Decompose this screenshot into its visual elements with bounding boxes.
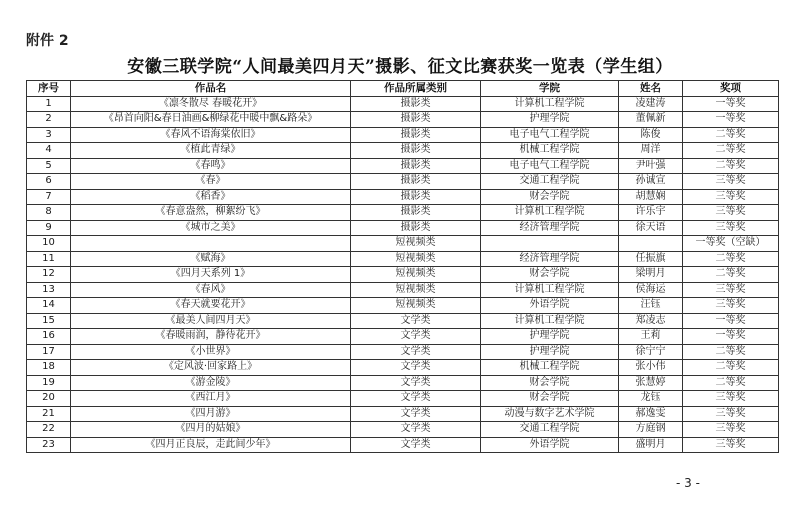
cell-seq: 8 <box>27 205 71 221</box>
cell-award: 二等奖 <box>683 344 779 360</box>
document-title: 安徽三联学院“人间最美四月天”摄影、征文比赛获奖一览表（学生组） <box>127 57 673 77</box>
cell-work: 《稻香》 <box>71 189 351 205</box>
cell-name: 徐天语 <box>619 220 683 236</box>
cell-name: 张慧婷 <box>619 375 683 391</box>
cell-college: 计算机工程学院 <box>481 96 619 112</box>
table-row <box>27 205 779 221</box>
cell-work <box>71 236 351 252</box>
cell-college: 经济管理学院 <box>481 251 619 267</box>
cell-award: 三等奖 <box>683 205 779 221</box>
cell-work: 《昂首向阳&春日油画&柳绿花中暖中飘&路朵》 <box>71 112 351 128</box>
cell-award: 一等奖 <box>683 313 779 329</box>
cell-award: 二等奖 <box>683 267 779 283</box>
cell-name: 侯海运 <box>619 282 683 298</box>
cell-category: 文学类 <box>351 375 481 391</box>
cell-name: 任振旗 <box>619 251 683 267</box>
table-row <box>27 174 779 190</box>
cell-college: 计算机工程学院 <box>481 313 619 329</box>
cell-college: 机械工程学院 <box>481 360 619 376</box>
table-row <box>27 313 779 329</box>
cell-work: 《游金陵》 <box>71 375 351 391</box>
cell-college: 财会学院 <box>481 267 619 283</box>
cell-work: 《春暖雨润，静待花开》 <box>71 329 351 345</box>
cell-work: 《城市之美》 <box>71 220 351 236</box>
cell-work: 《赋海》 <box>71 251 351 267</box>
cell-work: 《凛冬散尽 春暖花开》 <box>71 96 351 112</box>
table-row <box>27 437 779 453</box>
cell-category: 短视频类 <box>351 282 481 298</box>
table-row <box>27 360 779 376</box>
cell-name: 尹叶强 <box>619 158 683 174</box>
table-row <box>27 406 779 422</box>
cell-work: 《四月的姑娘》 <box>71 422 351 438</box>
table-row <box>27 329 779 345</box>
cell-work: 《四月游》 <box>71 406 351 422</box>
cell-name: 胡慧娴 <box>619 189 683 205</box>
cell-seq: 7 <box>27 189 71 205</box>
header-seq: 序号 <box>27 81 71 97</box>
cell-name: 董佩新 <box>619 112 683 128</box>
table-row <box>27 391 779 407</box>
cell-category: 文学类 <box>351 391 481 407</box>
cell-work: 《小世界》 <box>71 344 351 360</box>
cell-name: 汪钰 <box>619 298 683 314</box>
cell-name: 郝逸雯 <box>619 406 683 422</box>
cell-name: 许乐宇 <box>619 205 683 221</box>
table-row <box>27 220 779 236</box>
attachment-label: 附件 2 <box>26 33 69 49</box>
cell-name <box>619 236 683 252</box>
cell-college: 护理学院 <box>481 112 619 128</box>
header-college: 学院 <box>481 81 619 97</box>
cell-college: 经济管理学院 <box>481 220 619 236</box>
cell-name: 郑凌志 <box>619 313 683 329</box>
cell-seq: 11 <box>27 251 71 267</box>
cell-category: 摄影类 <box>351 189 481 205</box>
table-row <box>27 298 779 314</box>
cell-work: 《春鸣》 <box>71 158 351 174</box>
cell-name: 陈俊 <box>619 127 683 143</box>
header-category: 作品所属类别 <box>351 81 481 97</box>
cell-seq: 10 <box>27 236 71 252</box>
cell-category: 文学类 <box>351 313 481 329</box>
cell-work: 《春》 <box>71 174 351 190</box>
table-row <box>27 127 779 143</box>
cell-seq: 18 <box>27 360 71 376</box>
table-row <box>27 189 779 205</box>
cell-seq: 6 <box>27 174 71 190</box>
cell-work: 《春天就要花开》 <box>71 298 351 314</box>
cell-name: 盛明月 <box>619 437 683 453</box>
table-row <box>27 96 779 112</box>
table-header-row <box>27 81 779 97</box>
cell-award: 三等奖 <box>683 189 779 205</box>
cell-award: 二等奖 <box>683 360 779 376</box>
cell-award: 一等奖 <box>683 112 779 128</box>
cell-seq: 9 <box>27 220 71 236</box>
cell-college: 护理学院 <box>481 344 619 360</box>
cell-award: 一等奖 <box>683 329 779 345</box>
cell-seq: 3 <box>27 127 71 143</box>
cell-work: 《春意盎然，柳絮纷飞》 <box>71 205 351 221</box>
awards-table <box>26 80 779 453</box>
cell-work: 《四月正良辰，走此间少年》 <box>71 437 351 453</box>
cell-award: 三等奖 <box>683 391 779 407</box>
cell-work: 《植此青绿》 <box>71 143 351 159</box>
cell-category: 文学类 <box>351 344 481 360</box>
cell-category: 短视频类 <box>351 236 481 252</box>
cell-work: 《西江月》 <box>71 391 351 407</box>
cell-college: 计算机工程学院 <box>481 205 619 221</box>
cell-award: 三等奖 <box>683 406 779 422</box>
cell-category: 摄影类 <box>351 112 481 128</box>
cell-seq: 15 <box>27 313 71 329</box>
cell-category: 摄影类 <box>351 127 481 143</box>
cell-category: 摄影类 <box>351 205 481 221</box>
cell-name: 方庭钢 <box>619 422 683 438</box>
cell-college: 机械工程学院 <box>481 143 619 159</box>
cell-seq: 23 <box>27 437 71 453</box>
cell-category: 摄影类 <box>351 96 481 112</box>
cell-college: 护理学院 <box>481 329 619 345</box>
table-row <box>27 344 779 360</box>
cell-award: 一等奖 <box>683 96 779 112</box>
cell-category: 文学类 <box>351 422 481 438</box>
cell-seq: 12 <box>27 267 71 283</box>
cell-work: 《定风波·回家路上》 <box>71 360 351 376</box>
cell-college: 交通工程学院 <box>481 174 619 190</box>
cell-category: 文学类 <box>351 437 481 453</box>
cell-award: 三等奖 <box>683 422 779 438</box>
cell-name: 孙诚宣 <box>619 174 683 190</box>
cell-name: 凌建涛 <box>619 96 683 112</box>
cell-seq: 5 <box>27 158 71 174</box>
table-row <box>27 112 779 128</box>
cell-award: 三等奖 <box>683 220 779 236</box>
cell-name: 张小伟 <box>619 360 683 376</box>
table-row <box>27 158 779 174</box>
cell-work: 《最美人间四月天》 <box>71 313 351 329</box>
cell-name: 梁明月 <box>619 267 683 283</box>
cell-college: 计算机工程学院 <box>481 282 619 298</box>
table-row <box>27 251 779 267</box>
cell-name: 周洋 <box>619 143 683 159</box>
cell-award: 一等奖（空缺） <box>683 236 779 252</box>
cell-award: 三等奖 <box>683 282 779 298</box>
cell-seq: 4 <box>27 143 71 159</box>
cell-work: 《春风》 <box>71 282 351 298</box>
cell-category: 短视频类 <box>351 298 481 314</box>
cell-seq: 19 <box>27 375 71 391</box>
cell-category: 短视频类 <box>351 267 481 283</box>
table-row <box>27 143 779 159</box>
cell-award: 三等奖 <box>683 298 779 314</box>
cell-category: 文学类 <box>351 360 481 376</box>
cell-college: 财会学院 <box>481 189 619 205</box>
cell-name: 徐宁宁 <box>619 344 683 360</box>
cell-award: 二等奖 <box>683 251 779 267</box>
cell-work: 《春风不语海棠依旧》 <box>71 127 351 143</box>
table-row <box>27 422 779 438</box>
cell-seq: 1 <box>27 96 71 112</box>
cell-seq: 21 <box>27 406 71 422</box>
cell-college <box>481 236 619 252</box>
cell-category: 摄影类 <box>351 158 481 174</box>
cell-name: 龙钰 <box>619 391 683 407</box>
table-row <box>27 282 779 298</box>
cell-college: 动漫与数字艺术学院 <box>481 406 619 422</box>
cell-college: 电子电气工程学院 <box>481 127 619 143</box>
header-name: 姓名 <box>619 81 683 97</box>
cell-college: 外语学院 <box>481 437 619 453</box>
cell-seq: 2 <box>27 112 71 128</box>
table-row <box>27 375 779 391</box>
cell-award: 二等奖 <box>683 143 779 159</box>
cell-category: 文学类 <box>351 329 481 345</box>
cell-award: 三等奖 <box>683 174 779 190</box>
cell-category: 摄影类 <box>351 143 481 159</box>
page-number: - 3 - <box>676 476 700 490</box>
cell-work: 《四月天系列 1》 <box>71 267 351 283</box>
cell-seq: 13 <box>27 282 71 298</box>
cell-award: 三等奖 <box>683 437 779 453</box>
cell-award: 二等奖 <box>683 158 779 174</box>
cell-seq: 16 <box>27 329 71 345</box>
cell-college: 交通工程学院 <box>481 422 619 438</box>
cell-category: 摄影类 <box>351 220 481 236</box>
header-award: 奖项 <box>683 81 779 97</box>
cell-college: 电子电气工程学院 <box>481 158 619 174</box>
cell-seq: 20 <box>27 391 71 407</box>
cell-seq: 17 <box>27 344 71 360</box>
cell-award: 二等奖 <box>683 127 779 143</box>
table-row <box>27 236 779 252</box>
cell-college: 财会学院 <box>481 391 619 407</box>
table-row <box>27 267 779 283</box>
cell-college: 财会学院 <box>481 375 619 391</box>
header-work: 作品名 <box>71 81 351 97</box>
cell-category: 短视频类 <box>351 251 481 267</box>
cell-award: 二等奖 <box>683 375 779 391</box>
cell-name: 王莉 <box>619 329 683 345</box>
cell-seq: 14 <box>27 298 71 314</box>
table-body <box>27 96 779 453</box>
cell-category: 摄影类 <box>351 174 481 190</box>
cell-college: 外语学院 <box>481 298 619 314</box>
cell-category: 文学类 <box>351 406 481 422</box>
cell-seq: 22 <box>27 422 71 438</box>
